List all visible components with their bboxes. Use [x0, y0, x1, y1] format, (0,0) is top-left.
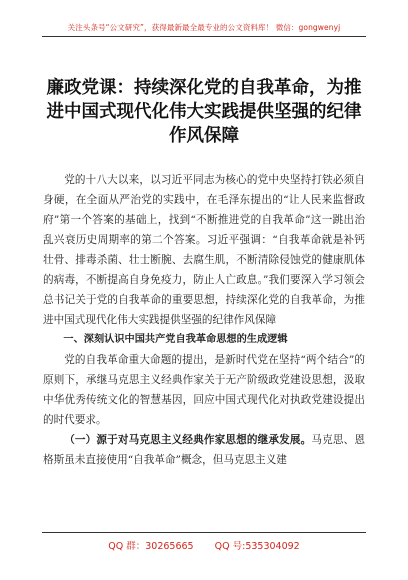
intro-paragraph: 党的十八大以来，以习近平同志为核心的党中央坚持打铁必须自身硬，在全面从严治党的实践中，在毛泽东提出的“让人民来监督政府”第一个答案的基础上，找到“不断推进党的自我革命”这一跳出治乱兴衰历史周期率的第二个答案。习近平强调：“自我革命就是补钙壮骨、排毒杀菌、壮士断腕、去腐生肌，不断清除侵蚀党的健康肌体的病毒，不断提高自身免疫力，防止人亡政息。”我们要深入学习领会总书记关于党的自我革命的重要思想，持续深化党的自我革命，为推进中国式现代化伟大实践提供坚强的纪律作风保障 [43, 174, 365, 326]
footer-qq-number: QQ 号:535304092 [214, 541, 300, 552]
document-title: 廉政党课：持续深化党的自我革命，为推进中国式现代化伟大实践提供坚强的纪律作风保障 [46, 78, 362, 146]
header-divider [42, 36, 366, 37]
footer [0, 538, 408, 552]
header-note: 关注头条号“公文研究”，获得最新最全最专业的公文资料库！ 微信：gongwenyj [67, 23, 341, 32]
subsection-lead: （一）源于对马克思主义经典作家思想的继承发展。 [64, 434, 312, 446]
footer-qq-group: QQ 群：30265665 [108, 541, 194, 552]
document-body [43, 170, 365, 470]
subsection-paragraph [43, 430, 365, 470]
section-paragraph: 党的自我革命重大命题的提出，是新时代党在坚持“两个结合”的原则下，承继马克思主义经典作家关于无产阶级政党建设思想，汲取中华优秀传统文化的智慧基因，回应中国式现代化对执政党建设提出的时代要求。 [43, 354, 365, 426]
footer-divider [42, 532, 366, 533]
subsection-text: 马克思、恩格斯虽未直接使用“自我革命”概念，但马克思主义建 [43, 434, 366, 466]
section-heading: 一、深刻认识中国共产党自我革命思想的生成逻辑 [63, 334, 288, 345]
